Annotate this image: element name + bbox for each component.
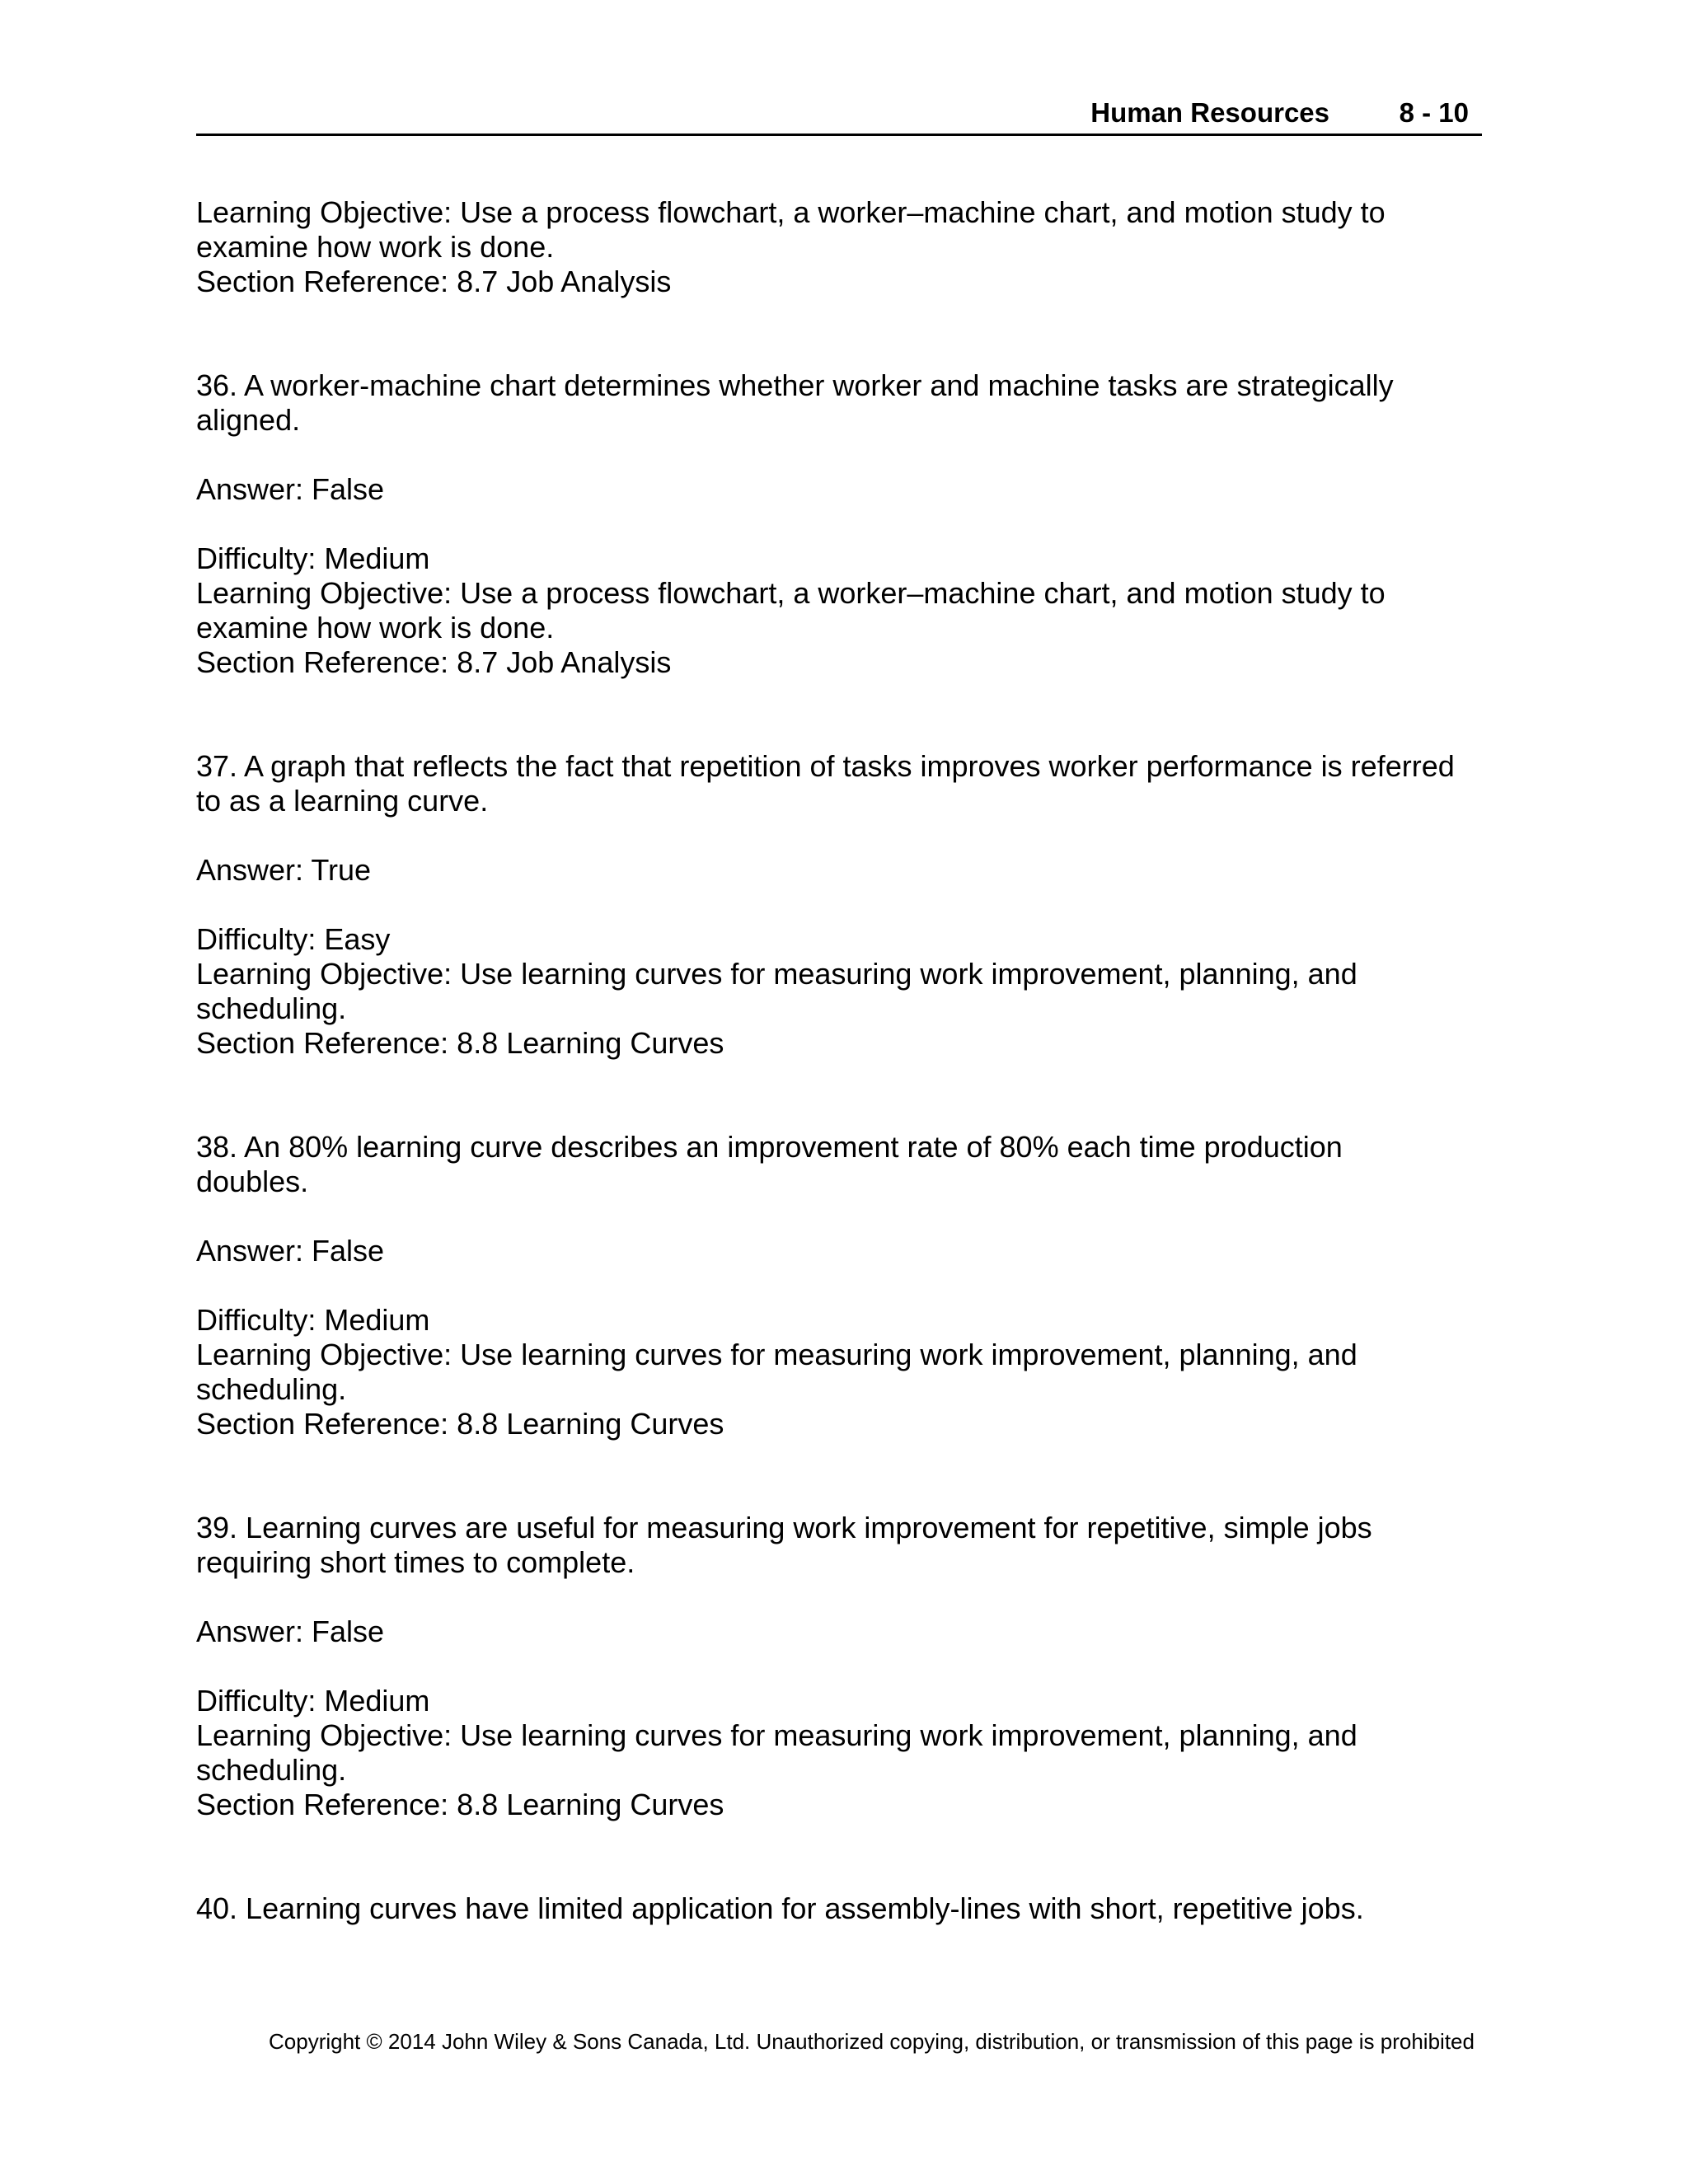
document-body	[196, 195, 1507, 1926]
question-36	[196, 368, 1507, 680]
learning-objective: Learning Objective: Use a process flowchart, a worker–machine chart, and motion study to	[196, 576, 1386, 610]
question-39	[196, 1511, 1507, 1822]
answer: Answer: False	[196, 472, 385, 506]
question-text: 40. Learning curves have limited application for assembly-lines with short, repetitive jobs.	[196, 1891, 1364, 1925]
previous-question-metadata	[196, 195, 1507, 299]
difficulty: Difficulty: Medium	[196, 1303, 430, 1337]
section-reference: Section Reference: 8.8 Learning Curves	[196, 1788, 724, 1821]
question-text-continued: doubles.	[196, 1165, 309, 1198]
difficulty: Difficulty: Easy	[196, 922, 391, 956]
section-reference: Section Reference: 8.7 Job Analysis	[196, 265, 672, 298]
header-title: Human Resources	[1090, 97, 1329, 128]
question-40	[196, 1891, 1507, 1926]
question-text-continued: to as a learning curve.	[196, 784, 489, 818]
answer: Answer: False	[196, 1234, 385, 1268]
difficulty: Difficulty: Medium	[196, 1684, 430, 1718]
difficulty: Difficulty: Medium	[196, 541, 430, 575]
copyright-footer: Copyright © 2014 John Wiley & Sons Canada, Ltd. Unauthorized copying, distribution, or transmission of this page is prohibited	[269, 2029, 1475, 2054]
question-text: 39. Learning curves are useful for measuring work improvement for repetitive, simple jobs	[196, 1511, 1372, 1544]
question-37	[196, 749, 1507, 1061]
question-text: 36. A worker-machine chart determines whether worker and machine tasks are strategically	[196, 368, 1394, 402]
section-reference: Section Reference: 8.8 Learning Curves	[196, 1026, 724, 1060]
learning-objective: Learning Objective: Use learning curves for measuring work improvement, planning, and	[196, 1338, 1357, 1371]
learning-objective-continued: examine how work is done.	[196, 611, 555, 644]
answer: Answer: False	[196, 1615, 385, 1648]
learning-objective: Learning Objective: Use a process flowchart, a worker–machine chart, and motion study to	[196, 195, 1386, 229]
section-reference: Section Reference: 8.7 Job Analysis	[196, 645, 672, 679]
header-page-number: 8 - 10	[1399, 97, 1469, 128]
learning-objective-continued: scheduling.	[196, 991, 347, 1025]
learning-objective: Learning Objective: Use learning curves for measuring work improvement, planning, and	[196, 1718, 1357, 1752]
question-38	[196, 1130, 1507, 1441]
question-text-continued: requiring short times to complete.	[196, 1545, 635, 1579]
learning-objective-continued: examine how work is done.	[196, 230, 555, 264]
learning-objective: Learning Objective: Use learning curves for measuring work improvement, planning, and	[196, 957, 1357, 991]
learning-objective-continued: scheduling.	[196, 1372, 347, 1406]
learning-objective-continued: scheduling.	[196, 1753, 347, 1787]
question-text: 37. A graph that reflects the fact that repetition of tasks improves worker performance is referred	[196, 749, 1455, 783]
page-header	[196, 97, 1482, 136]
question-text-continued: aligned.	[196, 403, 301, 437]
answer: Answer: True	[196, 853, 372, 887]
question-text: 38. An 80% learning curve describes an improvement rate of 80% each time production	[196, 1130, 1343, 1164]
section-reference: Section Reference: 8.8 Learning Curves	[196, 1407, 724, 1441]
